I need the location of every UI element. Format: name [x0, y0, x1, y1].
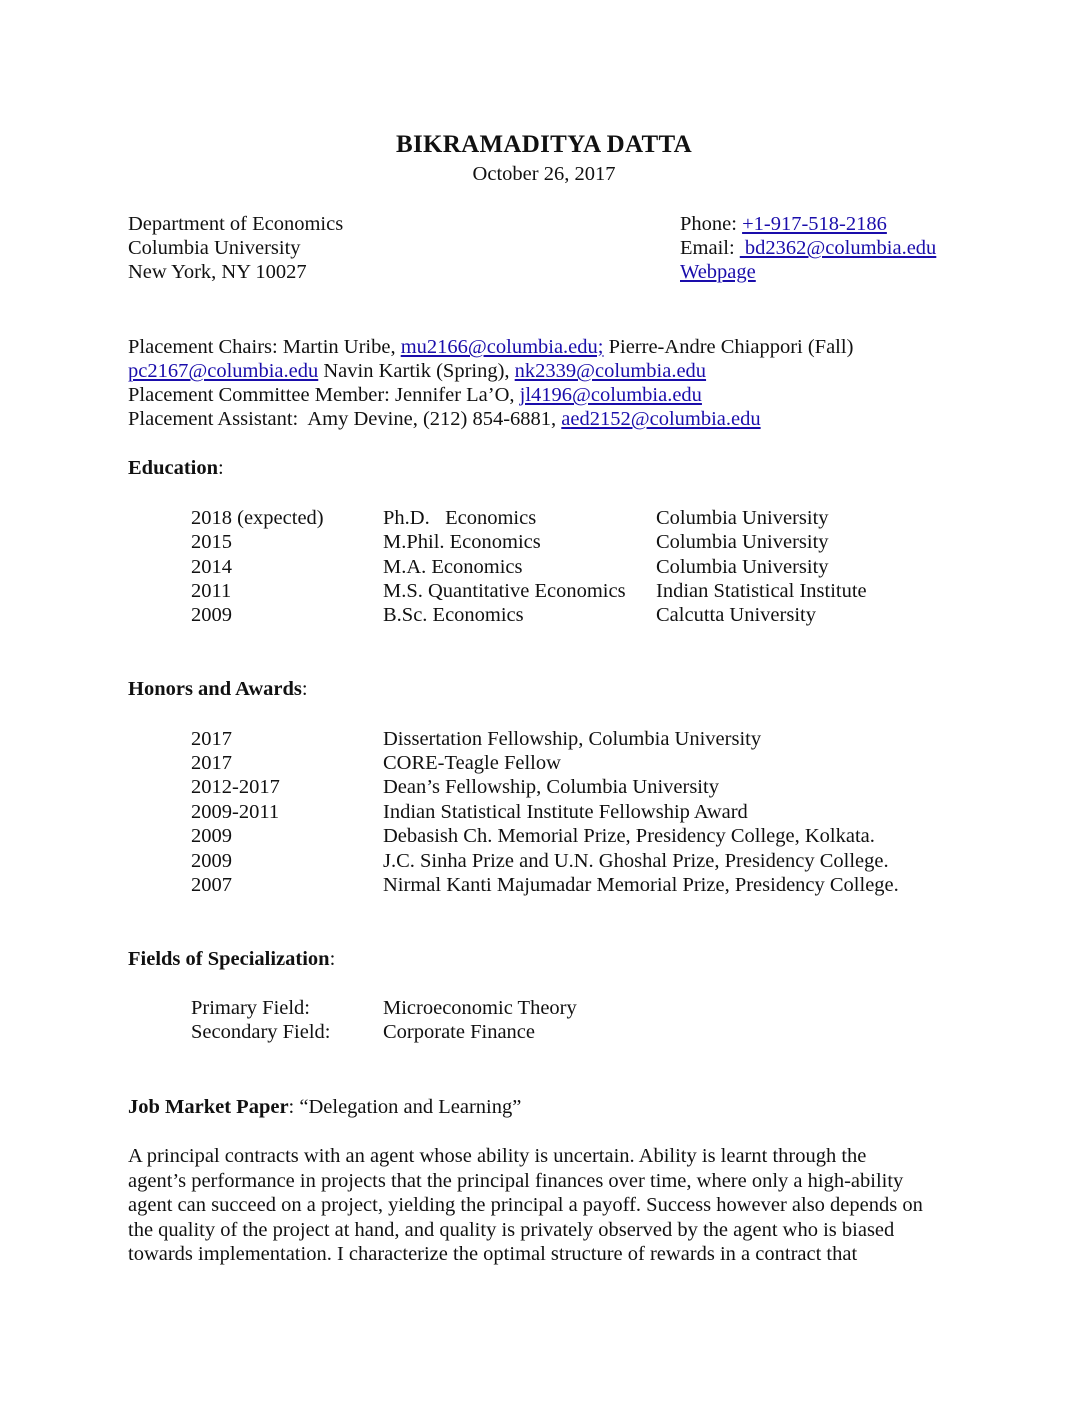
placement-committee-email[interactable]: jl4196@columbia.edu [519, 384, 702, 406]
secondary-field-label: Secondary Field: [191, 1021, 331, 1043]
education-degree: B.Sc. Economics [383, 604, 524, 626]
placement-chair-email-2[interactable]: pc2167@columbia.edu [128, 360, 319, 382]
education-degree: M.Phil. Economics [383, 531, 541, 553]
webpage-line [680, 260, 756, 285]
placement-assistant-email[interactable]: aed2152@columbia.edu [561, 408, 761, 430]
placement-committee-label: Placement Committee Member: Jennifer La’O, [128, 384, 520, 406]
education-year: 2011 [191, 580, 232, 602]
honor-award: J.C. Sinha Prize and U.N. Ghoshal Prize, Presidency College. [383, 850, 889, 872]
honors-heading: Honors and Awards: [128, 678, 308, 700]
placement-chairs-mid: Pierre-Andre Chiappori (Fall) [603, 336, 854, 358]
jmp-abstract [128, 1144, 960, 1267]
honor-year: 2017 [191, 752, 232, 774]
honor-year: 2009 [191, 825, 232, 847]
placement-chair-email-3[interactable]: nk2339@columbia.edu [514, 360, 707, 382]
abstract-line: A principal contracts with an agent whose ability is uncertain. Ability is learnt through the [128, 1145, 867, 1167]
education-degree: M.S. Quantitative Economics [383, 580, 626, 602]
education-school: Calcutta University [656, 604, 816, 626]
cv-date: October 26, 2017 [472, 163, 616, 185]
honor-year: 2012-2017 [191, 776, 280, 798]
primary-field-label: Primary Field: [191, 997, 311, 1019]
jmp-heading-line [128, 1095, 521, 1120]
address-line-2: Columbia University [128, 237, 301, 259]
jmp-title: : “Delegation and Learning” [288, 1096, 522, 1118]
secondary-field-value: Corporate Finance [383, 1021, 535, 1043]
education-school: Columbia University [656, 531, 829, 553]
education-degree: Ph.D. Economics [383, 507, 537, 529]
placement-chairs-label: Placement Chairs: Martin Uribe, [128, 336, 401, 358]
honor-award: Dissertation Fellowship, Columbia University [383, 728, 762, 750]
education-degree: M.A. Economics [383, 556, 523, 578]
honor-award: CORE-Teagle Fellow [383, 752, 561, 774]
email-link[interactable]: bd2362@columbia.edu [739, 237, 937, 259]
abstract-line: the quality of the project at hand, and quality is privately observed by the agent who is biased [128, 1218, 895, 1241]
primary-field-value: Microeconomic Theory [383, 997, 577, 1019]
honor-award: Debasish Ch. Memorial Prize, Presidency College, Kolkata. [383, 825, 875, 847]
placement-chairs-mid-2: Navin Kartik (Spring), [318, 360, 515, 382]
webpage-link[interactable]: Webpage [680, 261, 756, 283]
abstract-line: towards implementation. I characterize the optimal structure of rewards in a contract that [128, 1243, 858, 1265]
education-school: Indian Statistical Institute [656, 580, 867, 602]
education-year: 2014 [191, 556, 232, 578]
cv-name: BIKRAMADITYA DATTA [396, 131, 692, 158]
placement-chairs-line-2 [128, 359, 706, 384]
address-line-3: New York, NY 10027 [128, 261, 307, 283]
honor-award: Nirmal Kanti Majumadar Memorial Prize, Presidency College. [383, 874, 899, 896]
honor-year: 2009 [191, 850, 232, 872]
honor-year: 2017 [191, 728, 232, 750]
email-line [680, 236, 936, 261]
placement-assistant-label: Placement Assistant: Amy Devine, (212) 854-6881, [128, 408, 562, 430]
fields-heading: Fields of Specialization: [128, 948, 336, 970]
honor-award: Dean’s Fellowship, Columbia University [383, 776, 719, 798]
placement-assistant-line [128, 407, 761, 432]
jmp-heading: Job Market Paper [128, 1096, 289, 1118]
abstract-line: agent’s performance in projects that the principal finances over time, where only a high-ability [128, 1169, 904, 1192]
phone-link[interactable]: +1-917-518-2186 [742, 213, 887, 235]
education-school: Columbia University [656, 556, 829, 578]
placement-committee-line [128, 383, 702, 408]
education-year: 2018 (expected) [191, 507, 324, 529]
email-label: Email: [680, 237, 740, 259]
education-heading: Education: [128, 457, 224, 479]
honor-year: 2007 [191, 874, 232, 896]
honor-award: Indian Statistical Institute Fellowship Award [383, 801, 748, 823]
placement-chair-email-1[interactable]: mu2166@columbia.edu; [400, 336, 604, 358]
phone-label: Phone: [680, 213, 743, 235]
placement-chairs-line-1 [128, 335, 853, 360]
abstract-line: agent can succeed on a project, yielding the principal a payoff. Success however also depends on [128, 1194, 923, 1216]
address-line-1: Department of Economics [128, 213, 344, 235]
phone-line [680, 212, 887, 237]
education-year: 2015 [191, 531, 232, 553]
honor-year: 2009-2011 [191, 801, 280, 823]
education-school: Columbia University [656, 507, 829, 529]
education-year: 2009 [191, 604, 232, 626]
